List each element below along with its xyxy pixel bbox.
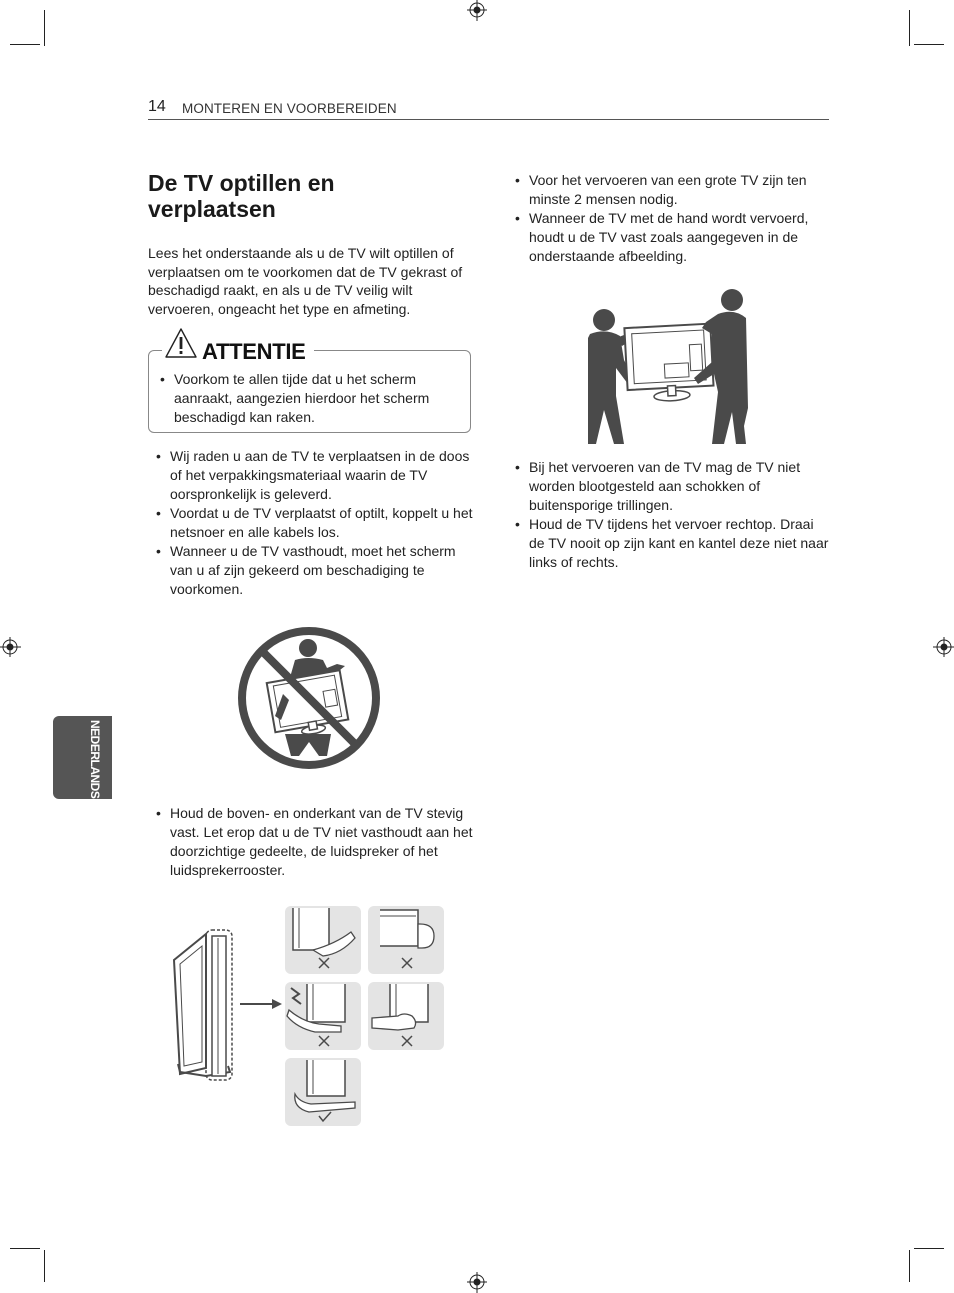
left-bullet-list-2 <box>148 804 476 880</box>
list-item: • Wanneer de TV met de hand wordt vervoerd, houdt u de TV vast zoals aangegeven in de onderstaande afbeelding. <box>507 209 827 266</box>
registration-mark-icon <box>0 636 22 658</box>
crop-mark <box>909 10 910 46</box>
list-item: • Houd de boven- en onderkant van de TV stevig vast. Let erop dat u de TV niet vasthoudt aan het doorzichtige gedeelte, de luidspreker of het luidsprekerrooster. <box>148 804 476 880</box>
crop-mark <box>914 44 944 45</box>
right-bullet-list-1 <box>507 171 827 266</box>
list-item: • Voordat u de TV verplaatst of optilt, koppelt u het netsnoer en alle kabels los. <box>148 504 473 542</box>
left-bullet-list <box>148 447 473 599</box>
crop-mark <box>10 44 40 45</box>
language-tab-label: NEDERLANDS <box>88 720 102 799</box>
registration-mark-icon <box>932 636 954 658</box>
two-person-carry-illustration <box>586 288 750 448</box>
list-item: • Houd de TV tijdens het vervoer rechtop. Draai de TV nooit op zijn kant en kantel deze niet naar links of rechts. <box>507 515 833 572</box>
crop-mark <box>909 1250 910 1282</box>
attention-list <box>152 370 452 427</box>
registration-mark-icon <box>466 0 488 22</box>
crop-mark <box>10 1248 40 1249</box>
intro-paragraph: Lees het onderstaande als u de TV wilt optillen of verplaatsen om te voorkomen dat de TV gekrast of beschadigd raakt, en als u de TV veilig wilt vervoeren, ongeacht het type en afmeting. <box>148 245 463 317</box>
page-title: De TV optillen en verplaatsen <box>148 170 335 222</box>
no-single-person-carry-illustration <box>235 624 383 772</box>
crop-mark <box>44 1250 45 1282</box>
crop-mark <box>44 10 45 46</box>
list-item: • Bij het vervoeren van de TV mag de TV niet worden blootgesteld aan schokken of buitensporige trillingen. <box>507 458 833 515</box>
right-bullet-list-2 <box>507 458 833 572</box>
tv-grip-illustration <box>170 904 450 1130</box>
list-item: • Wanneer u de TV vasthoudt, moet het scherm van u af zijn gekeerd om beschadiging te voorkomen. <box>148 542 473 599</box>
list-item: • Voor het vervoeren van een grote TV zijn ten minste 2 mensen nodig. <box>507 171 827 209</box>
registration-mark-icon <box>466 1272 488 1293</box>
crop-mark <box>914 1248 944 1249</box>
attention-item: • Voorkom te allen tijde dat u het scherm aanraakt, aangezien hierdoor het scherm beschadigd kan raken. <box>152 370 452 427</box>
page-number: 14 <box>148 98 166 115</box>
warning-triangle-icon <box>164 327 198 359</box>
list-item: • Wij raden u aan de TV te verplaatsen in de doos of het verpakkingsmateriaal waarin de TV oorspronkelijk is geleverd. <box>148 447 473 504</box>
section-title: MONTEREN EN VOORBEREIDEN <box>182 101 397 116</box>
header-rule <box>148 119 829 120</box>
attention-label: ATTENTIE <box>202 339 306 364</box>
